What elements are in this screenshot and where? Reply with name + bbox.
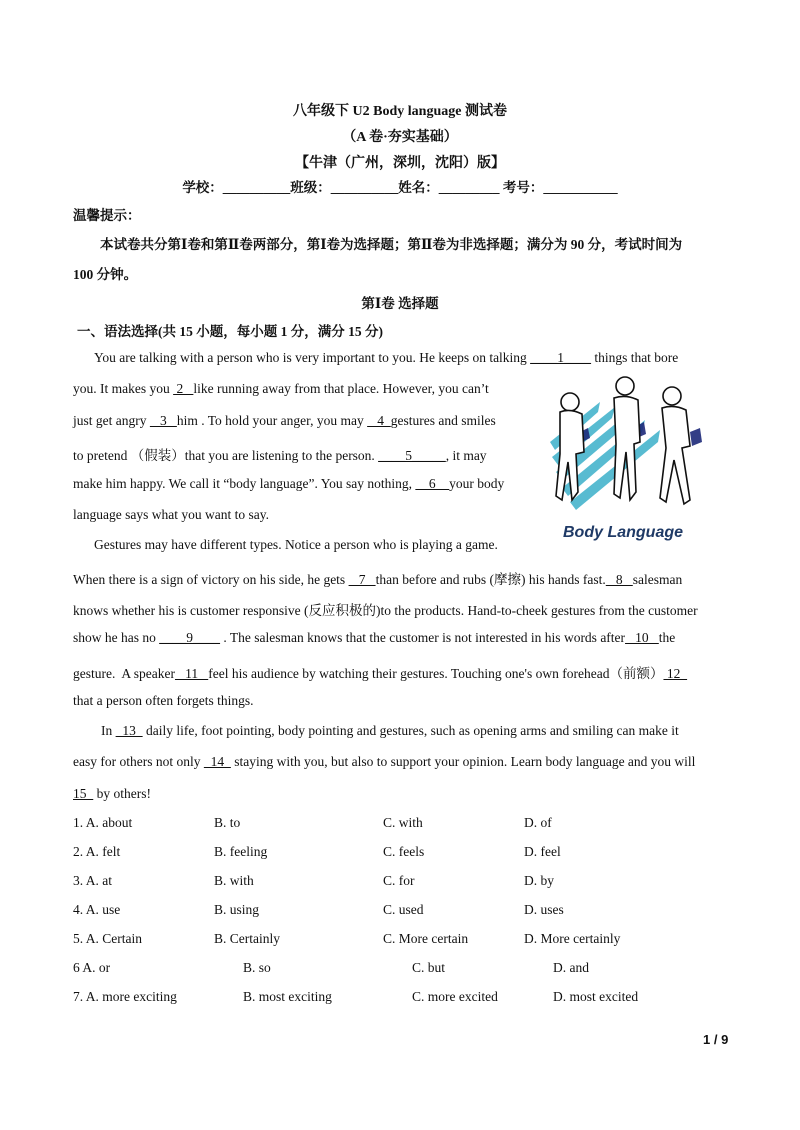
passage-text: feel his audience by watching their gestures. Touching one's own forehead（前额） xyxy=(208,666,664,681)
passage-line xyxy=(73,507,269,523)
passage-text: Gestures may have different types. Notice a person who is playing a game. xyxy=(94,537,498,552)
option-item[interactable]: 7. A. more exciting xyxy=(73,989,177,1004)
answer-blank: ____5_____ xyxy=(378,448,446,463)
option-item[interactable]: 5. A. Certain xyxy=(73,931,142,946)
answer-blank: 3 xyxy=(149,413,177,428)
page-number: 1 / 9 xyxy=(703,1032,729,1047)
option-item[interactable]: B. most exciting xyxy=(243,989,332,1004)
passage-text: daily life, foot pointing, body pointing and gestures, such as opening arms and smiling can make it xyxy=(142,723,679,738)
option-item[interactable]: D. of xyxy=(524,815,552,830)
passage-text: make him happy. We call it “body language”. You say nothing, xyxy=(73,476,416,491)
answer-blank: ____1____ xyxy=(530,350,591,365)
answer-blank: ____9____ xyxy=(159,630,220,645)
passage-line xyxy=(73,381,489,397)
answer-blank: 6 xyxy=(415,476,450,491)
option-item[interactable]: B. to xyxy=(214,815,241,830)
notice-line-2: 100 分钟。 xyxy=(73,267,138,282)
passage-text: show he has no xyxy=(73,630,160,645)
passage-text: the xyxy=(658,630,676,645)
option-item[interactable]: C. but xyxy=(412,960,446,975)
passage-text: gesture. A speaker xyxy=(73,666,175,681)
passage-text: staying with you, but also to support your opinion. Learn body language and you will xyxy=(230,754,696,769)
passage-text: that a person often forgets things. xyxy=(73,693,254,708)
answer-blank: 12 xyxy=(663,666,688,681)
notice-line-1: 本试卷共分第Ⅰ卷和第Ⅱ卷两部分，第Ⅰ卷为选择题；第Ⅱ卷为非选择题；满分为 90 分，考试时间为 xyxy=(100,237,683,252)
option-item[interactable]: B. so xyxy=(243,960,271,975)
option-item[interactable]: D. and xyxy=(553,960,589,975)
passage-text: When there is a sign of victory on his side, he gets xyxy=(73,572,349,587)
answer-blank: 7 xyxy=(348,572,376,587)
passage-line xyxy=(73,476,504,492)
passage-text: , it may xyxy=(445,448,487,463)
option-item[interactable]: D. More certainly xyxy=(524,931,621,946)
part-heading: 一、语法选择(共 15 小题，每小题 1 分，满分 15 分) xyxy=(77,324,383,339)
option-item[interactable]: C. used xyxy=(383,902,424,917)
option-item[interactable]: C. for xyxy=(383,873,415,888)
passage-text: things that bore xyxy=(590,350,679,365)
option-item[interactable]: B. Certainly xyxy=(214,931,280,946)
option-item[interactable]: C. more excited xyxy=(412,989,498,1004)
body-language-illustration xyxy=(540,372,720,522)
answer-blank: 14 xyxy=(203,754,231,769)
option-item[interactable]: 4. A. use xyxy=(73,902,121,917)
passage-text: In xyxy=(101,723,116,738)
passage-text: by others! xyxy=(93,786,151,801)
answer-blank: 10 xyxy=(625,630,659,645)
passage-line xyxy=(73,786,151,802)
option-item[interactable]: D. feel xyxy=(524,844,561,859)
option-item[interactable]: D. most excited xyxy=(553,989,639,1004)
option-item[interactable]: C. More certain xyxy=(383,931,469,946)
option-item[interactable]: 2. A. felt xyxy=(73,844,121,859)
answer-blank: 8 xyxy=(605,572,633,587)
passage-line xyxy=(73,599,698,619)
passage-text: to pretend （假装）that you are listening to the person. xyxy=(73,448,379,463)
passage-line xyxy=(94,537,498,553)
student-info-line: 学校：__________班级：__________姓名：_________ 考号：___________ xyxy=(182,180,618,195)
option-item[interactable]: B. with xyxy=(214,873,254,888)
passage-text: gestures and smiles xyxy=(390,413,496,428)
passage-text: salesman xyxy=(632,572,683,587)
passage-line xyxy=(73,630,675,646)
section-title: 第Ⅰ卷 选择题 xyxy=(361,296,439,311)
doc-title: 八年级下 U2 Body language 测试卷 xyxy=(293,104,507,119)
passage-text: like running away from that place. However, you can’t xyxy=(193,381,489,396)
option-item[interactable]: B. using xyxy=(214,902,260,917)
option-item[interactable]: B. feeling xyxy=(214,844,268,859)
doc-edition: 【牛津（广州，深圳，沈阳）版】 xyxy=(295,156,505,171)
passage-text: language says what you want to say. xyxy=(73,507,269,522)
passage-line xyxy=(73,662,687,682)
passage-line xyxy=(73,568,682,588)
passage-text: . The salesman knows that the customer is not interested in his words after xyxy=(220,630,626,645)
answer-blank: 11 xyxy=(174,666,209,681)
doc-subtitle: （A 卷·夯实基础） xyxy=(342,130,458,145)
option-item[interactable]: C. with xyxy=(383,815,423,830)
option-item[interactable]: 1. A. about xyxy=(73,815,133,830)
passage-text: You are talking with a person who is very important to you. He keeps on talking xyxy=(94,350,531,365)
passage-text: knows whether his is customer responsive (反应积极的)to the products. Hand-to-cheek gestures from the customer xyxy=(73,603,698,618)
answer-blank: 2 xyxy=(173,381,194,396)
passage-line xyxy=(73,693,253,709)
passage-text: just get angry xyxy=(73,413,150,428)
notice-label: 温馨提示： xyxy=(73,208,141,223)
figure-caption: Body Language xyxy=(563,524,684,541)
passage-text: than before and rubs (摩擦) his hands fast. xyxy=(375,572,606,587)
passage-line xyxy=(94,350,678,366)
option-item[interactable]: D. by xyxy=(524,873,554,888)
option-item[interactable]: C. feels xyxy=(383,844,425,859)
passage-line xyxy=(73,754,695,770)
answer-blank: 15 xyxy=(73,786,94,801)
passage-line xyxy=(73,413,496,429)
option-item[interactable]: 6 A. or xyxy=(73,960,111,975)
passage-line xyxy=(101,723,679,739)
passage-text: your body xyxy=(449,476,505,491)
option-item[interactable]: D. uses xyxy=(524,902,564,917)
passage-text: you. It makes you xyxy=(73,381,174,396)
option-item[interactable]: 3. A. at xyxy=(73,873,112,888)
passage-text: him . To hold your anger, you may xyxy=(176,413,368,428)
answer-blank: 4 xyxy=(367,413,391,428)
passage-line xyxy=(73,444,487,464)
answer-blank: 13 xyxy=(115,723,143,738)
passage-text: easy for others not only xyxy=(73,754,204,769)
